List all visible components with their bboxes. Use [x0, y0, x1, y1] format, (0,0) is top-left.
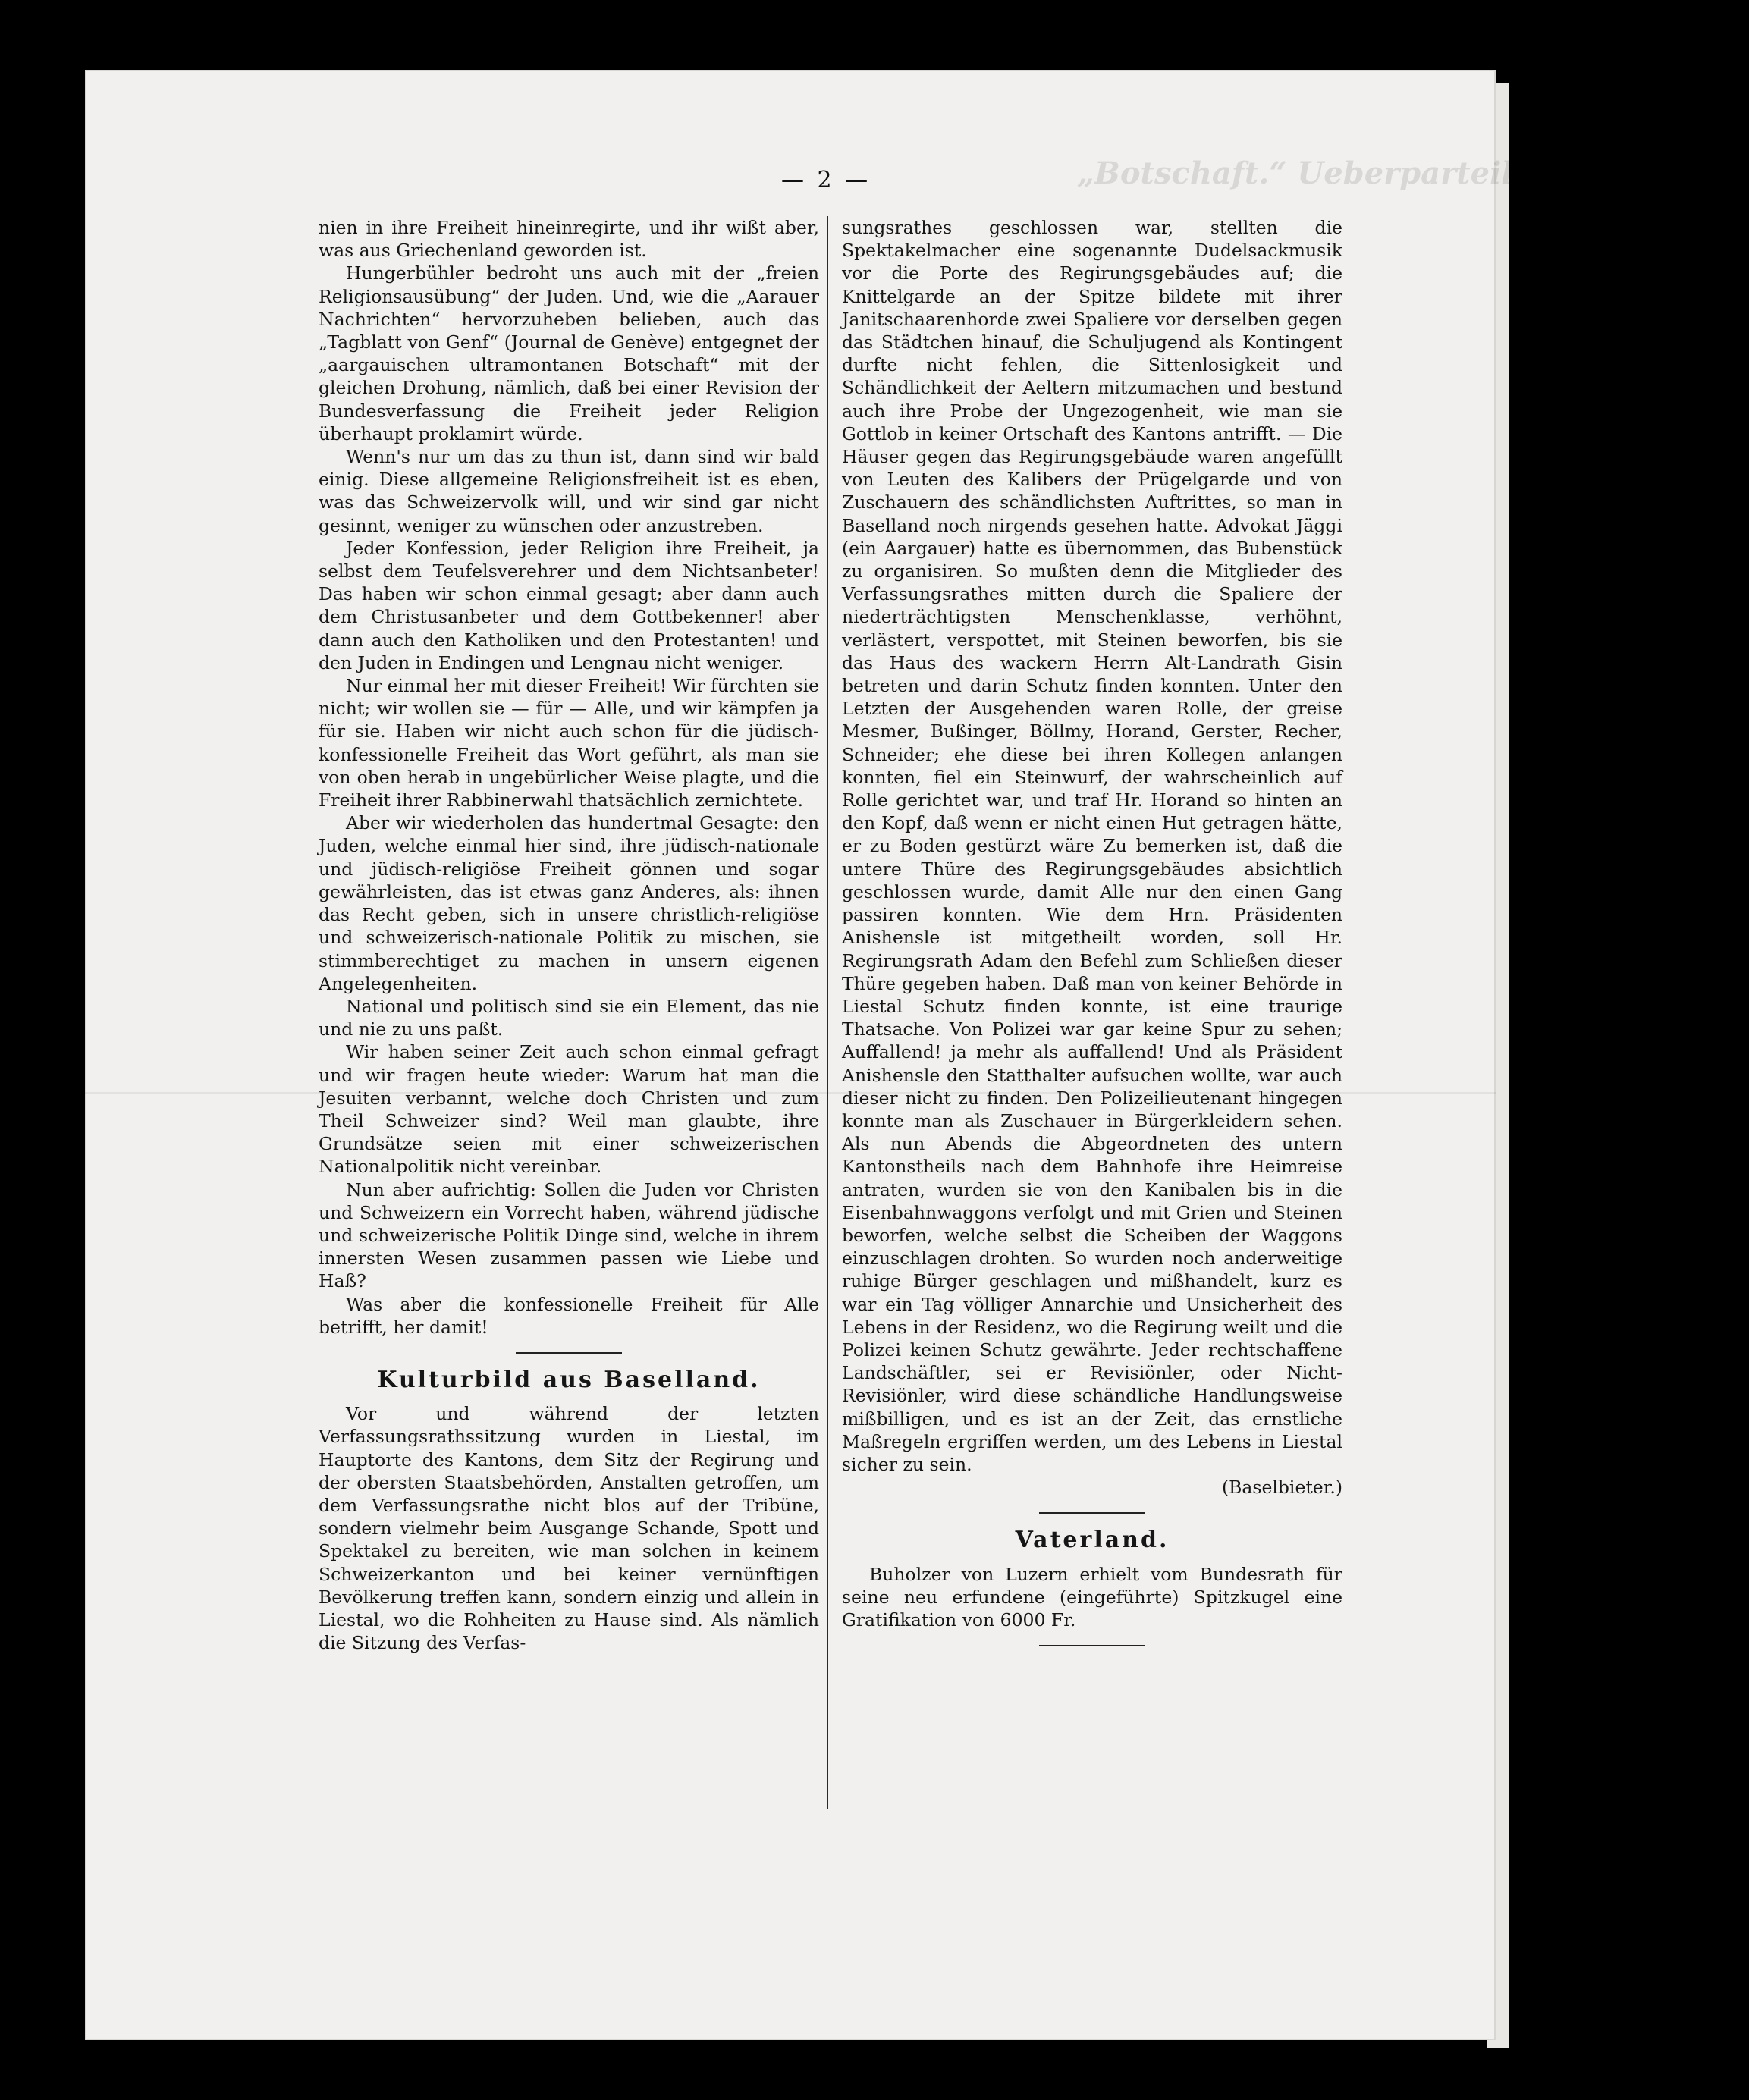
left-column — [319, 216, 819, 1654]
left-paragraph-4: Jeder Konfession, jeder Religion ihre Freiheit, ja selbst dem Teufelsverehrer und dem Nichtsanbeter! Das haben wir schon einmal gesagt; aber dann auch dem Christusanbeter und dem Gottbekenner! aber dann auch den Katholiken und den Protestanten! und den Juden in Endingen und Lengnau nicht weniger. — [319, 537, 819, 673]
left-paragraph-5: Nur einmal her mit dieser Freiheit! Wir fürchten sie nicht; wir wollen sie — für — Alle, und wir kämpfen ja für sie. Haben wir nicht auch schon für die jüdisch-konfessionelle Freiheit das Wort geführt, als man sie von oben herab in ungebürlicher Weise plagte, und die Freiheit ihrer Rabbinerwahl thatsächlich zernichtete. — [319, 675, 819, 811]
end-divider — [1039, 1645, 1145, 1646]
left-paragraph-9: Nun aber aufrichtig: Sollen die Juden vor Christen und Schweizern ein Vorrecht haben, während jüdische und schweizerische Politik Dinge sind, welche in ihrem innersten Wesen zusammen passen wie Liebe und Haß? — [319, 1179, 819, 1292]
left-paragraph-10: Was aber die konfessionelle Freiheit für Alle betrifft, her damit! — [319, 1293, 819, 1338]
section-heading-kulturbild: Kulturbild aus Baselland. — [377, 1366, 761, 1393]
show-through-header: „Botschaft.“ Ueberparteiliche Ausgabe. — [1077, 155, 1749, 191]
left-paragraph-7: National und politisch sind sie ein Element, das nie und nie zu uns paßt. — [319, 995, 819, 1041]
column-divider — [827, 216, 828, 1809]
left-paragraph-2: Hungerbühler bedroht uns auch mit der „freien Religionsausübung“ der Juden. Und, wie die „Aarauer Nachrichten“ hervorzuheben belieben, auch das „Tagblatt von Genf“ (Journal de Genève) entgegnet der „aargauischen ultramontanen Botschaft“ mit der gleichen Drohung, nämlich, daß bei einer Revision der Bundesverfassung die Freiheit jeder Religion überhaupt proklamirt würde. — [319, 262, 819, 444]
kulturbild-paragraph-1: Vor und während der letzten Verfassungsrathssitzung wurden in Liestal, im Hauptorte des Kantons, dem Sitz der Regirung und der obersten Staatsbehörden, Anstalten getroffen, um dem Verfassungsrathe nicht blos auf der Tribüne, sondern vielmehr beim Ausgange Schande, Spott und Spektakel zu bereiten, wie man solchen in keinem Schweizerkanton und bei keiner vernünftigen Bevölkerung treffen kann, sondern einzig und allein in Liestal, wo die Rohheiten zu Hause sind. Als nämlich die Sitzung des Verfas- — [319, 1403, 819, 1654]
right-column — [842, 216, 1342, 1654]
left-paragraph-3: Wenn's nur um das zu thun ist, dann sind wir bald einig. Diese allgemeine Religionsfreiheit ist es eben, was das Schweizervolk will, und wir sind gar nicht gesinnt, weniger zu wünschen oder anzustreben. — [319, 446, 819, 536]
section-heading-vaterland: Vaterland. — [1015, 1527, 1170, 1554]
left-paragraph-1: nien in ihre Freiheit hineinregirte, und ihr wißt aber, was aus Griechenland geworden ist. — [319, 217, 819, 262]
section-divider — [1039, 1512, 1145, 1514]
article-signature: (Baselbieter.) — [1221, 1477, 1342, 1499]
left-paragraph-8: Wir haben seiner Zeit auch schon einmal gefragt und wir fragen heute wieder: Warum hat man die Jesuiten verbannt, welche doch Christen und zum Theil Schweizer sind? Weil man glaubte, ihre Grundsätze seien mit einer schweizerischen Nationalpolitik nicht vereinbar. — [319, 1041, 819, 1178]
right-paragraph-1: sungsrathes geschlossen war, stellten die Spektakelmacher eine sogenannte Dudelsackmusik vor die Porte des Regirungsgebäudes auf; die Knittelgarde an der Spitze bildete mit ihrer Janitschaarenhorde zwei Spaliere vor derselben gegen das Städtchen hinauf, die Schuljugend als Kontingent durfte nicht fehlen, die Sittenlosigkeit und Schändlichkeit der Aeltern mitzumachen und bestund auch ihre Probe der Ungezogenheit, wie man sie Gottlob in keiner Ortschaft des Kantons antrifft. — Die Häuser gegen das Regirungsgebäude waren angefüllt von Leuten des Kalibers der Prügelgarde und von Zuschauern des schändlichsten Auftrittes, so man in Baselland noch nirgends gesehen hatte. Advokat Jäggi (ein Aargauer) hatte es übernommen, das Bubenstück zu organisiren. So mußten denn die Mitglieder des Verfassungsrathes mitten durch die Spaliere der niederträchtigsten Menschenklasse, verhöhnt, verlästert, verspottet, mit Steinen beworfen, bis sie das Haus des wackern Herrn Alt-Landrath Gisin betreten und darin Schutz finden konnten. Unter den Letzten der Ausgehenden waren Rolle, der greise Mesmer, Bußinger, Böllmy, Horand, Gerster, Recher, Schneider; ehe diese bei ihren Kollegen anlangen konnten, fiel ein Steinwurf, der wahrscheinlich auf Rolle gerichtet war, und traf Hr. Horand so hinten an den Kopf, daß wenn er nicht einen Hut getragen hätte, er zu Boden gestürzt wäre Zu bemerken ist, daß die untere Thüre des Regirungsgebäudes absichtlich geschlossen wurde, damit Alle nur den einen Gang passiren konnten. Wie dem Hrn. Präsidenten Anishensle ist mitgetheilt worden, soll Hr. Regirungsrath Adam den Befehl zum Schließen dieser Thüre gegeben haben. Daß man von keiner Behörde in Liestal Schutz finden konnte, ist eine traurige Thatsache. Von Polizei war gar keine Spur zu sehen; Auffallend! ja mehr als auffallend! Und als Präsident Anishensle den Statthalter aufsuchen wollte, war auch dieser nicht zu finden. Den Polizeilieutenant hingegen konnte man als Zuschauer in Bürgerkleidern sehen. Als nun Abends die Abgeordneten des untern Kantonstheils nach dem Bahnhofe ihre Heimreise antraten, wurden sie von den Kanibalen bis in die Eisenbahnwaggons verfolgt und mit Grien und Steinen beworfen, welche selbst die Scheiben der Waggons einzuschlagen drohten. So wurden noch anderweitige ruhige Bürger geschlagen und mißhandelt, kurz es war ein Tag völliger Annarchie und Unsicherheit des Lebens in der Residenz, wo die Regirung weilt und die Polizei keinen Schutz gewährte. Jeder rechtschaffene Landschäftler, sei er Revisiönler, oder Nicht-Revisiönler, wird diese schändliche Handlungsweise mißbilligen, und es ist an der Zeit, das ernstliche Maßregeln ergriffen werden, um des Lebens in Liestal sicher zu sein. — [842, 217, 1342, 1475]
page-number: — 2 — — [781, 167, 871, 193]
vaterland-paragraph-1: Buholzer von Luzern erhielt vom Bundesrath für seine neu erfundene (eingeführte) Spitzkugel eine Gratifikation von 6000 Fr. — [842, 1563, 1342, 1631]
left-paragraph-6: Aber wir wiederholen das hundertmal Gesagte: den Juden, welche einmal hier sind, ihre jüdisch-nationale und jüdisch-religiöse Freiheit gönnen und sogar gewährleisten, das ist etwas ganz Anderes, als: ihnen das Recht geben, sich in unsere christlich-religiöse und schweizerisch-nationale Politik zu mischen, sie stimmberechtiget zu machen in unsern eigenen Angelegenheiten. — [319, 812, 819, 994]
section-divider — [516, 1352, 622, 1354]
